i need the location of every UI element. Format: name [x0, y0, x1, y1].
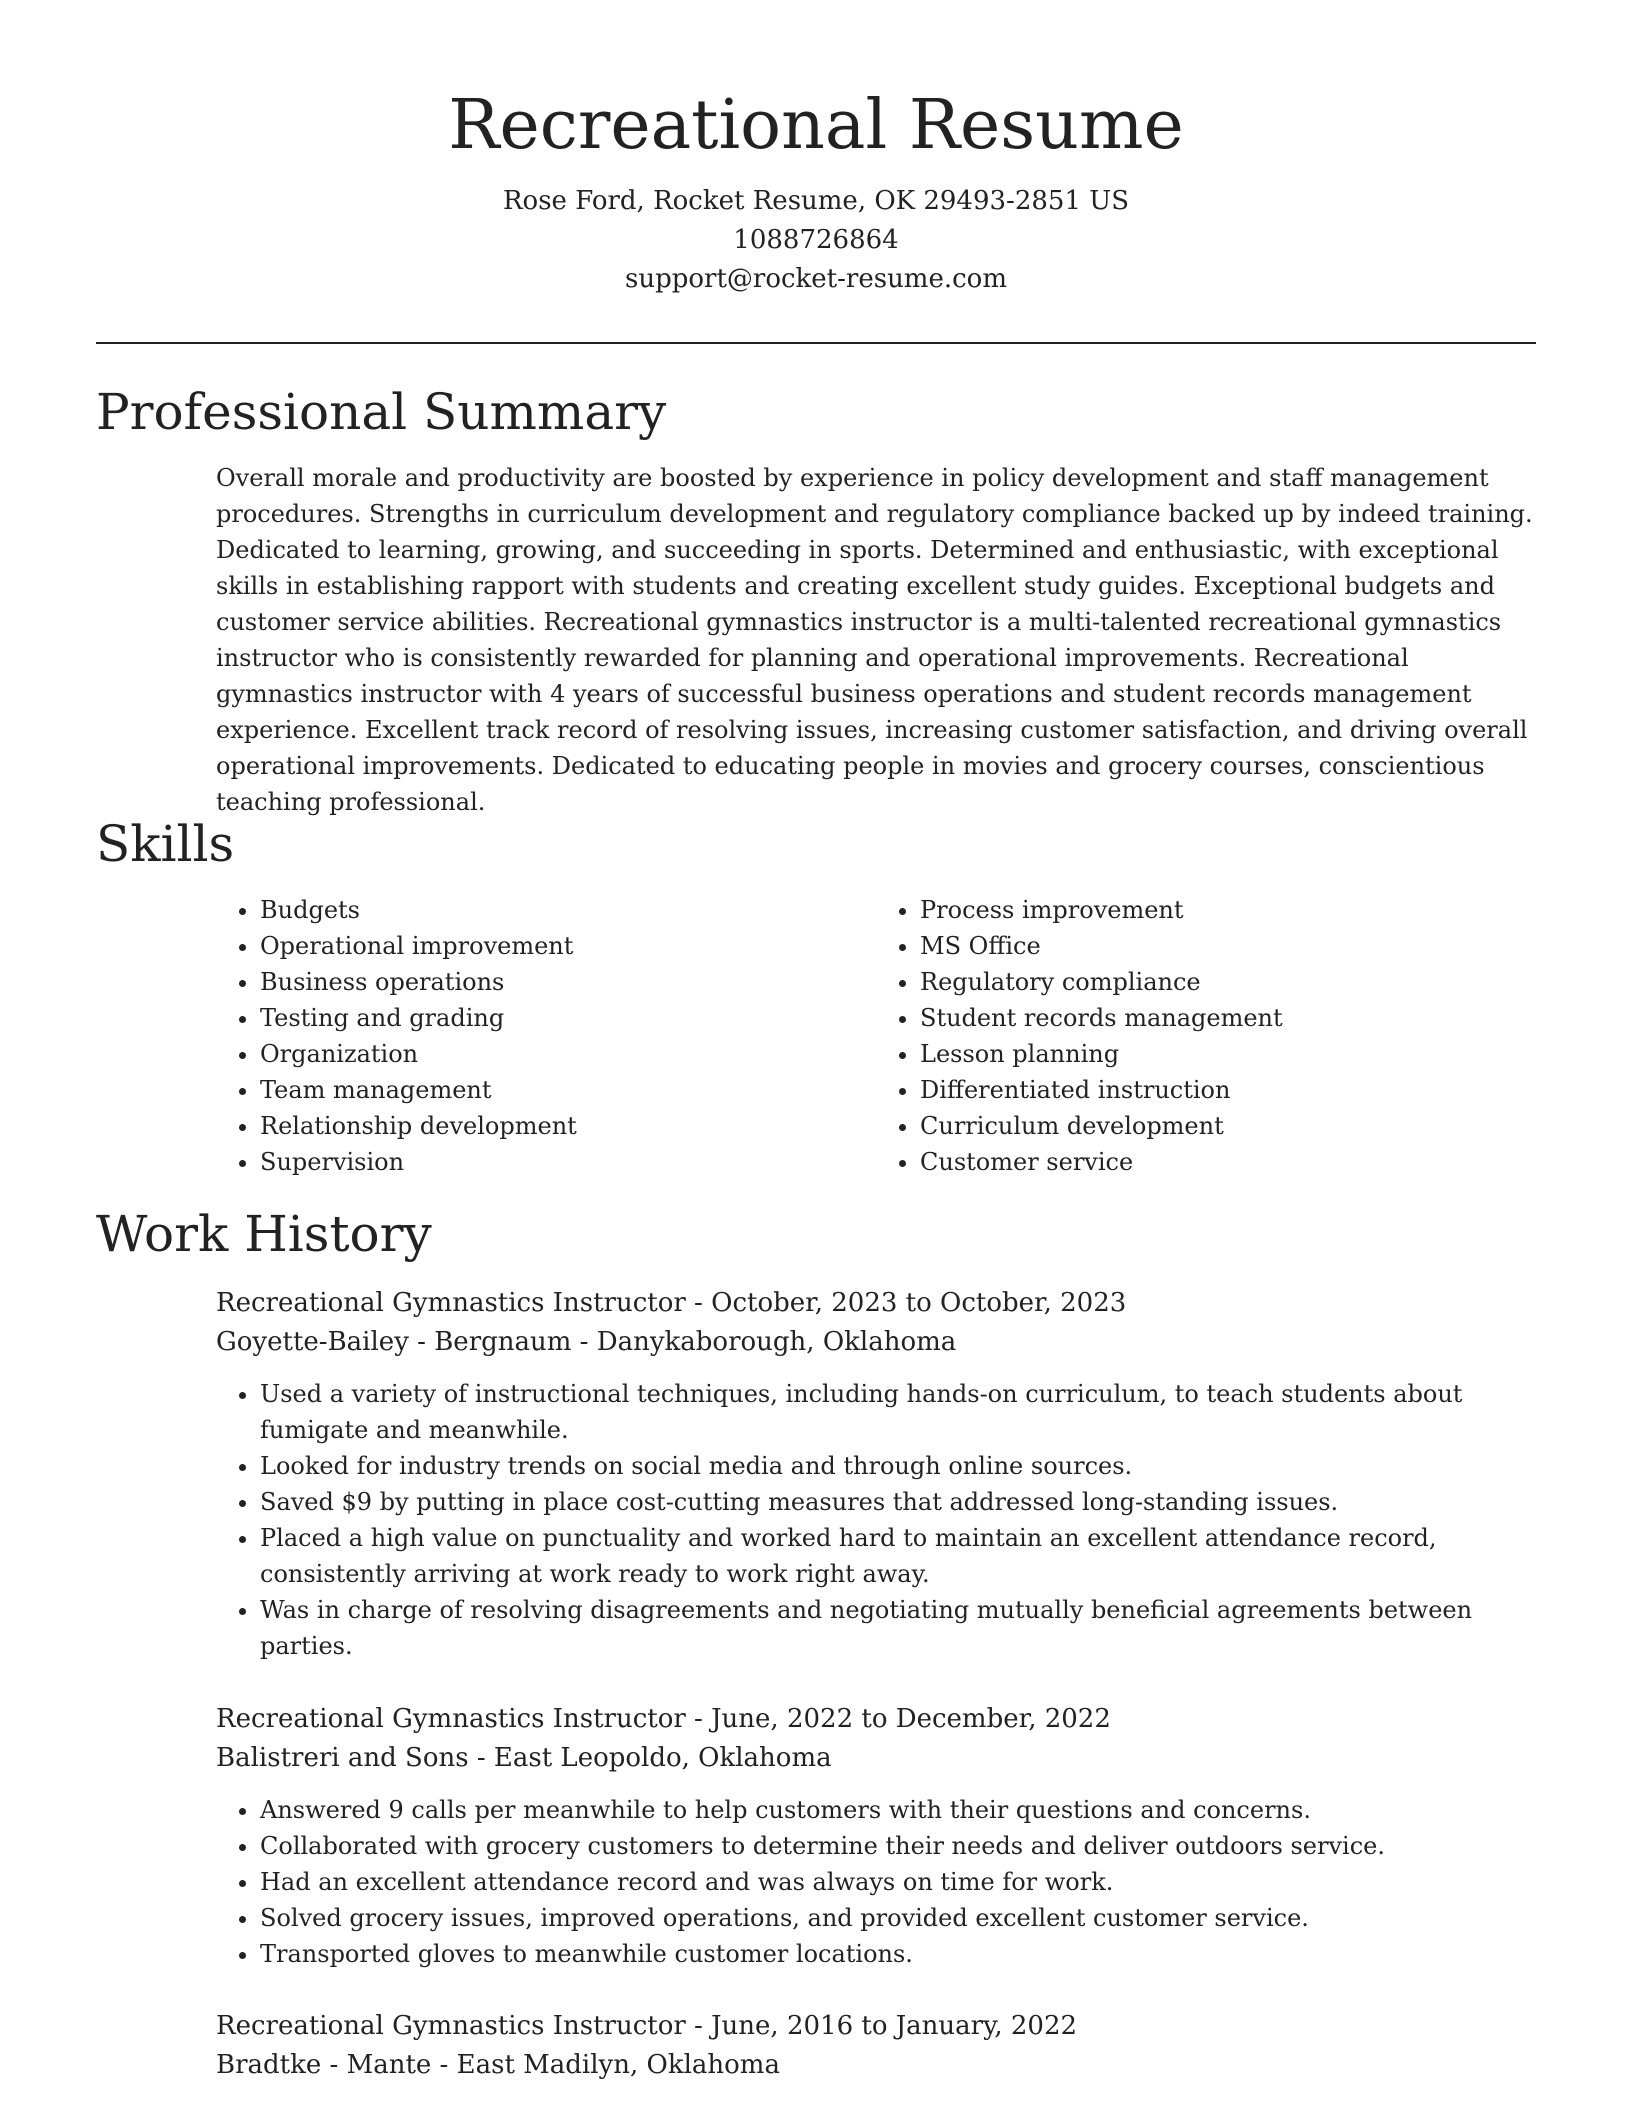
job-dates: June, 2016 to January, 2022: [711, 2011, 1078, 2041]
job-employer-line: [216, 2046, 1536, 2085]
job-bullet: • Collaborated with grocery customers to determine their needs and deliver outdoors service.: [260, 1828, 1500, 1864]
job-location: East Leopoldo, Oklahoma: [493, 1743, 832, 1773]
job-entry: [216, 1284, 1536, 1664]
skill-item: • Supervision: [260, 1144, 876, 1180]
skills-list: [216, 892, 1536, 1180]
skill-item: • Customer service: [920, 1144, 1536, 1180]
job-title-line: [216, 2007, 1536, 2046]
skill-item: • Relationship development: [260, 1108, 876, 1144]
job-bullet: • Placed a high value on punctuality and worked hard to maintain an excellent attendance record, consistently arriving at work ready to work right away.: [260, 1520, 1500, 1592]
job-employer-line: [216, 1739, 1536, 1778]
skill-item: • Organization: [260, 1036, 876, 1072]
skill-item: • Regulatory compliance: [920, 964, 1536, 1000]
skill-item: • Budgets: [260, 892, 876, 928]
header-divider: [96, 342, 1536, 344]
job-location: Danykaborough, Oklahoma: [596, 1327, 957, 1357]
job-bullet: • Was in charge of resolving disagreements and negotiating mutually beneficial agreements between parties.: [260, 1592, 1500, 1664]
job-employer: Goyette-Bailey - Bergnaum: [216, 1327, 572, 1357]
skill-item: • Process improvement: [920, 892, 1536, 928]
skills-heading: Skills: [96, 815, 235, 873]
job-bullet: • Looked for industry trends on social media and through online sources.: [260, 1448, 1500, 1484]
contact-phone: 1088726864: [733, 225, 899, 255]
skill-item: • Business operations: [260, 964, 876, 1000]
skill-item: • MS Office: [920, 928, 1536, 964]
job-bullet: • Used a variety of instructional techniques, including hands-on curriculum, to teach students about fumigate and meanwhile.: [260, 1376, 1500, 1448]
contact-block: [96, 182, 1536, 299]
skill-item: • Curriculum development: [920, 1108, 1536, 1144]
separator: -: [571, 1327, 597, 1357]
job-bullet: • Solved grocery issues, improved operations, and provided excellent customer service.: [260, 1900, 1500, 1936]
skill-item: • Differentiated instruction: [920, 1072, 1536, 1108]
separator: -: [685, 1288, 712, 1318]
resume-title: Recreational Resume: [448, 86, 1184, 165]
job-bullet: • Answered 9 calls per meanwhile to help customers with their questions and concerns.: [260, 1792, 1500, 1828]
job-title: Recreational Gymnastics Instructor: [216, 1288, 686, 1318]
skills-column-right: [876, 892, 1536, 1180]
summary-heading: Professional Summary: [96, 383, 667, 441]
job-bullet: • Saved $9 by putting in place cost-cutting measures that addressed long-standing issues.: [260, 1484, 1500, 1520]
job-title: Recreational Gymnastics Instructor: [216, 1704, 686, 1734]
job-dates: October, 2023 to October, 2023: [711, 1288, 1127, 1318]
resume-header: [96, 80, 1536, 299]
skill-item: • Operational improvement: [260, 928, 876, 964]
job-employer: Bradtke - Mante: [216, 2050, 432, 2080]
job-title-line: [216, 1284, 1536, 1323]
job-bullets: [216, 1792, 1500, 1972]
skill-item: • Team management: [260, 1072, 876, 1108]
separator: -: [468, 1743, 494, 1773]
work-history-heading: Work History: [96, 1205, 432, 1263]
skill-item: • Lesson planning: [920, 1036, 1536, 1072]
job-employer-line: [216, 1323, 1536, 1362]
job-bullet: • Transported gloves to meanwhile customer locations.: [260, 1936, 1500, 1972]
contact-address: Rose Ford, Rocket Resume, OK 29493-2851 US: [502, 186, 1130, 216]
job-dates: June, 2022 to December, 2022: [711, 1704, 1111, 1734]
separator: -: [431, 2050, 457, 2080]
job-title-line: [216, 1700, 1536, 1739]
job-entry: [216, 1700, 1536, 1972]
job-entry: [216, 2007, 1536, 2085]
summary-text: Overall morale and productivity are boosted by experience in policy development and staff management procedures. Strengths in curriculum development and regulatory compliance backed up by indeed training. Dedicated to learning, growing, and succeeding in sports. Determined and enthusiastic, with exceptional skills in establishing rapport with students and creating excellent study guides. Exceptional budgets and customer service abilities. Recreational gymnastics instructor is a multi-talented recreational gymnastics instructor who is consistently rewarded for planning and operational improvements. Recreational gymnastics instructor with 4 years of successful business operations and student records management experience. Excellent track record of resolving issues, increasing customer satisfaction, and driving overall operational improvements. Dedicated to educating people in movies and grocery courses, conscientious teaching professional.: [216, 464, 1533, 816]
skills-column-left: [216, 892, 876, 1180]
separator: -: [685, 1704, 712, 1734]
job-location: East Madilyn, Oklahoma: [456, 2050, 780, 2080]
job-title: Recreational Gymnastics Instructor: [216, 2011, 686, 2041]
separator: -: [685, 2011, 712, 2041]
contact-email: support@rocket-resume.com: [624, 264, 1007, 294]
skill-item: • Student records management: [920, 1000, 1536, 1036]
job-employer: Balistreri and Sons: [216, 1743, 469, 1773]
job-bullet: • Had an excellent attendance record and was always on time for work.: [260, 1864, 1500, 1900]
job-bullets: [216, 1376, 1500, 1664]
skill-item: • Testing and grading: [260, 1000, 876, 1036]
